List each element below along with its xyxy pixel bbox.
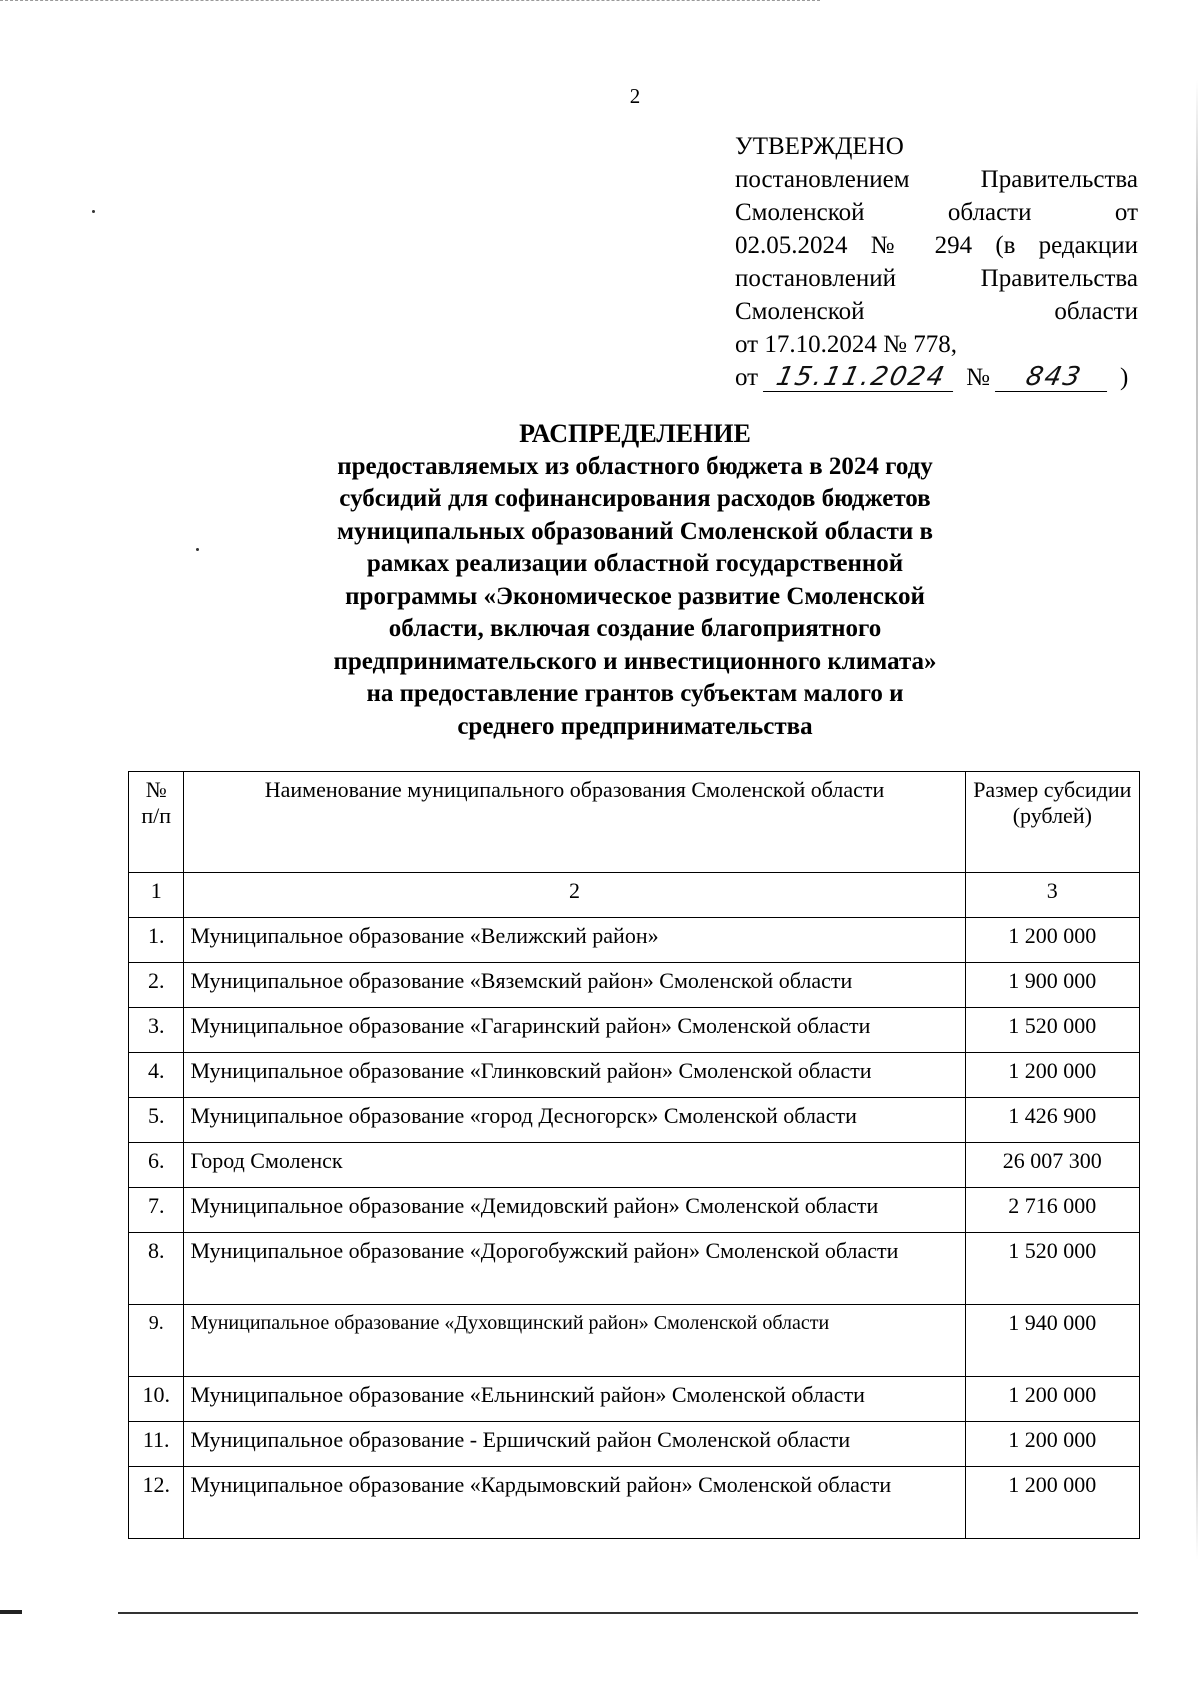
row-name: Муниципальное образование «Кардымовский район» Смоленской области: [184, 1467, 965, 1539]
row-num: 1.: [129, 918, 184, 963]
table-row: [129, 1143, 1140, 1188]
table-row: [129, 1008, 1140, 1053]
row-amount: 1 200 000: [965, 918, 1139, 963]
row-num: 9.: [129, 1305, 184, 1377]
table-row: [129, 1098, 1140, 1143]
row-amount: 1 200 000: [965, 1377, 1139, 1422]
row-amount: 26 007 300: [965, 1143, 1139, 1188]
title-line: предоставляемых из областного бюджета в 2024 году: [337, 452, 933, 480]
approval-signature-line: [735, 361, 1138, 394]
table-row: [129, 1305, 1140, 1377]
column-number: 2: [184, 873, 965, 918]
header-amount: Размер субсидии (рублей): [965, 772, 1139, 873]
approval-line: Смоленской области: [735, 298, 1138, 325]
row-amount: 2 716 000: [965, 1188, 1139, 1233]
approval-line: постановлений Правительства: [735, 265, 1138, 292]
row-num: 4.: [129, 1053, 184, 1098]
row-name: Муниципальное образование - Ершичский район Смоленской области: [184, 1422, 965, 1467]
header-num: № п/п: [129, 772, 184, 873]
title-line: области, включая создание благоприятного: [388, 615, 882, 642]
document-title: [250, 418, 1020, 743]
row-amount: 1 520 000: [965, 1008, 1139, 1053]
row-num: 8.: [129, 1233, 184, 1305]
row-amount: 1 940 000: [965, 1305, 1139, 1377]
row-name: Муниципальное образование «Демидовский район» Смоленской области: [184, 1188, 965, 1233]
from-prefix: от: [735, 364, 759, 391]
title-line: программы «Экономическое развитие Смоленской: [345, 582, 925, 610]
row-num: 10.: [129, 1377, 184, 1422]
row-name: Город Смоленск: [184, 1143, 965, 1188]
row-name: Муниципальное образование «Ельнинский район» Смоленской области: [184, 1377, 965, 1422]
row-num: 5.: [129, 1098, 184, 1143]
row-num: 6.: [129, 1143, 184, 1188]
row-num: 7.: [129, 1188, 184, 1233]
scan-speck: [196, 548, 199, 551]
row-amount: 1 520 000: [965, 1233, 1139, 1305]
row-amount: 1 200 000: [965, 1467, 1139, 1539]
scan-artifact-bottom: [118, 1612, 1138, 1614]
row-name: Муниципальное образование «Духовщинский район» Смоленской области: [184, 1305, 965, 1377]
column-number-row: [129, 873, 1140, 918]
row-name: Муниципальное образование «Велижский район»: [184, 918, 965, 963]
scan-speck: [92, 210, 95, 213]
approval-line: постановлением Правительства: [735, 166, 1138, 193]
row-amount: 1 200 000: [965, 1053, 1139, 1098]
table-row: [129, 1053, 1140, 1098]
handwritten-date: 15.11.2024: [763, 363, 959, 392]
row-amount: 1 900 000: [965, 963, 1139, 1008]
row-name: Муниципальное образование «Вяземский район» Смоленской области: [184, 963, 965, 1008]
row-name: Муниципальное образование «город Десногорск» Смоленской области: [184, 1098, 965, 1143]
table-row: [129, 963, 1140, 1008]
number-sign: №: [966, 364, 990, 391]
table-header-row: [129, 772, 1140, 873]
approval-stamp: [735, 130, 1138, 394]
title-line: среднего предпринимательства: [457, 712, 813, 740]
title-heading: РАСПРЕДЕЛЕНИЕ: [519, 419, 751, 448]
closing-paren: ): [1119, 364, 1129, 391]
table-row: [129, 1377, 1140, 1422]
page-number: 2: [629, 84, 641, 108]
row-name: Муниципальное образование «Глинковский район» Смоленской области: [184, 1053, 965, 1098]
subsidy-table: [128, 771, 1140, 1539]
row-amount: 1 200 000: [965, 1422, 1139, 1467]
approval-line: Смоленской области от: [735, 199, 1138, 226]
title-line: предпринимательского и инвестиционного климата»: [333, 647, 937, 675]
handwritten-number: 843: [995, 363, 1113, 392]
row-amount: 1 426 900: [965, 1098, 1139, 1143]
title-line: субсидий для софинансирования расходов бюджетов: [339, 485, 931, 512]
table-row: [129, 1233, 1140, 1305]
approval-line: 02.05.2024 № 294 (в редакции: [735, 232, 1138, 259]
approval-line: от 17.10.2024 № 778,: [735, 331, 957, 358]
scan-artifact-right-edge: [1196, 80, 1198, 1560]
title-line: на предоставление грантов субъектам малого и: [366, 680, 904, 707]
row-num: 3.: [129, 1008, 184, 1053]
row-num: 2.: [129, 963, 184, 1008]
row-num: 11.: [129, 1422, 184, 1467]
scan-artifact-top: [0, 0, 820, 3]
table-row: [129, 1467, 1140, 1539]
column-number: 3: [965, 873, 1139, 918]
header-name: Наименование муниципального образования Смоленской области: [184, 772, 965, 873]
row-num: 12.: [129, 1467, 184, 1539]
title-line: муниципальных образований Смоленской области в: [336, 517, 934, 545]
row-name: Муниципальное образование «Дорогобужский район» Смоленской области: [184, 1233, 965, 1305]
title-line: рамках реализации областной государственной: [366, 550, 904, 577]
approval-heading: УТВЕРЖДЕНО: [735, 133, 904, 160]
table-row: [129, 1188, 1140, 1233]
scan-artifact-bottom-left: [0, 1610, 22, 1614]
column-number: 1: [129, 873, 184, 918]
table-row: [129, 918, 1140, 963]
row-name: Муниципальное образование «Гагаринский район» Смоленской области: [184, 1008, 965, 1053]
table-row: [129, 1422, 1140, 1467]
